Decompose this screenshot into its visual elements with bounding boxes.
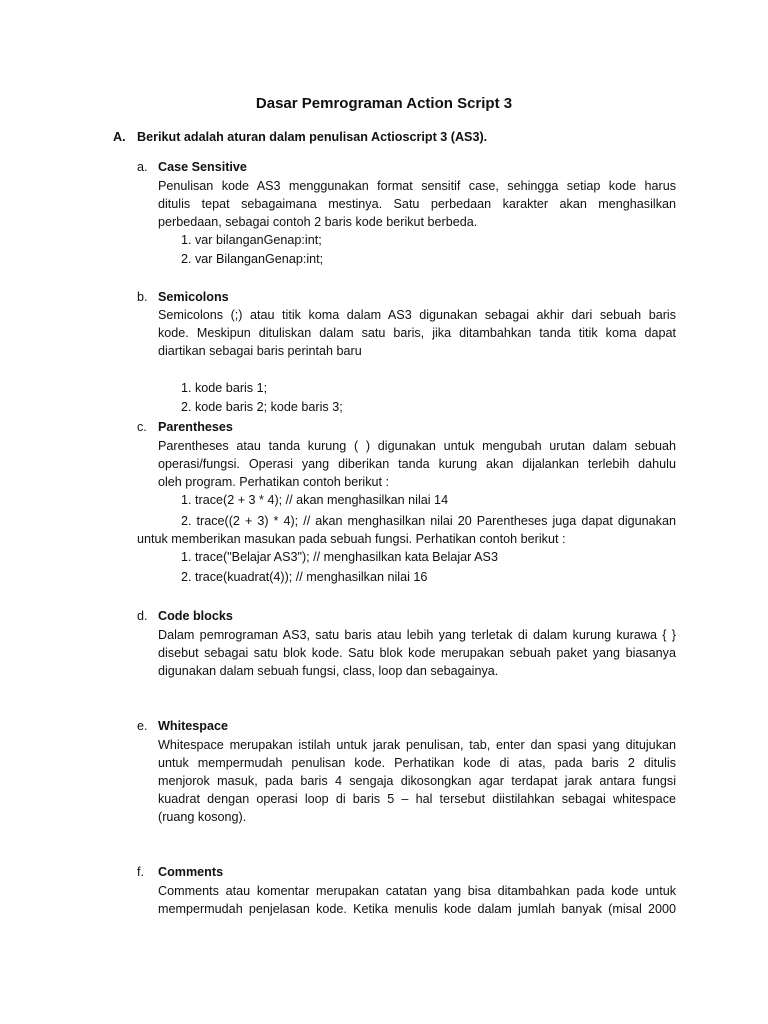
item-b-marker: b. <box>137 290 148 304</box>
item-c-paragraph-line: operasi/fungsi. Operasi yang diberikan tanda kurung akan dijalankan terlebih dahulu <box>158 457 676 471</box>
item-e-paragraph-line: menjorok masuk, pada baris 4 sengaja dikosongkan agar terdapat jarak antara fungsi <box>158 774 676 788</box>
item-d-paragraph-line: digunakan dalam sebuah fungsi, class, loop dan sebagainya. <box>158 664 499 678</box>
item-b-list-item: 2. kode baris 2; kode baris 3; <box>181 400 343 414</box>
document-title: Dasar Pemrograman Action Script 3 <box>255 95 513 112</box>
item-c-list-item: 2. trace((2 + 3) * 4); // akan menghasilkan nilai 20 Parentheses juga dapat digunakan <box>181 514 676 528</box>
section-a-marker: A. <box>113 130 126 144</box>
item-b-paragraph-line: diartikan sebagai baris perintah baru <box>158 344 362 358</box>
item-c-list-item: 1. trace("Belajar AS3"); // menghasilkan kata Belajar AS3 <box>181 550 498 564</box>
item-f-paragraph-line: Comments atau komentar merupakan catatan yang bisa ditambahkan pada kode untuk <box>158 884 676 898</box>
item-f-marker: f. <box>137 865 144 879</box>
item-c-paragraph-line: Parentheses atau tanda kurung ( ) digunakan untuk mengubah urutan dalam sebuah <box>158 439 676 453</box>
item-a-list-item: 2. var BilanganGenap:int; <box>181 252 324 266</box>
item-c-paragraph-line: untuk memberikan masukan pada sebuah fungsi. Perhatikan contoh berikut : <box>137 532 566 546</box>
item-d-heading: Code blocks <box>158 609 233 623</box>
item-a-paragraph-line: perbedaan, sebagai contoh 2 baris kode berikut berbeda. <box>158 215 478 229</box>
item-c-paragraph-line: oleh program. Perhatikan contoh berikut : <box>158 475 390 489</box>
item-b-heading: Semicolons <box>158 290 229 304</box>
item-b-paragraph-line: Semicolons (;) atau titik koma dalam AS3 digunakan sebagai akhir dari sebuah baris <box>158 308 676 322</box>
item-c-heading: Parentheses <box>158 420 233 434</box>
item-e-paragraph-line: untuk mempermudah penulisan kode. Perhatikan kode di atas, pada baris 2 ditulis <box>158 756 676 770</box>
item-f-heading: Comments <box>158 865 224 879</box>
item-c-list-item: 1. trace(2 + 3 * 4); // akan menghasilkan nilai 14 <box>181 493 449 507</box>
item-d-paragraph-line: disebut sebagai satu blok kode. Satu blok kode merupakan sebuah paket yang biasanya <box>158 646 676 660</box>
section-a-heading: Berikut adalah aturan dalam penulisan Actioscript 3 (AS3). <box>137 130 488 144</box>
item-a-heading: Case Sensitive <box>158 160 247 174</box>
item-d-paragraph-line: Dalam pemrograman AS3, satu baris atau lebih yang terletak di dalam kurung kurawa { } <box>158 628 676 642</box>
item-a-paragraph-line: ditulis tepat sebagaimana mestinya. Satu perbedaan karakter akan menghasilkan <box>158 197 676 211</box>
item-e-paragraph-line: Whitespace merupakan istilah untuk jarak penulisan, tab, enter dan spasi yang ditujukan <box>158 738 676 752</box>
item-a-list-item: 1. var bilanganGenap:int; <box>181 233 322 247</box>
item-a-paragraph-line: Penulisan kode AS3 menggunakan format sensitif case, sehingga setiap kode harus <box>158 179 676 193</box>
item-b-list-item: 1. kode baris 1; <box>181 381 268 395</box>
item-e-paragraph-line: kuadrat dengan operasi loop di baris 5 – hal tersebut diistilahkan sebagai whitespace <box>158 792 676 806</box>
item-a-marker: a. <box>137 160 148 174</box>
item-c-list-item: 2. trace(kuadrat(4)); // menghasilkan nilai 16 <box>181 570 428 584</box>
item-f-paragraph-line: mempermudah penjelasan kode. Ketika menulis kode dalam jumlah banyak (misal 2000 <box>158 902 676 916</box>
item-b-paragraph-line: kode. Meskipun dituliskan dalam satu baris, jika ditambahkan tanda titik koma dapat <box>158 326 676 340</box>
item-d-marker: d. <box>137 609 148 623</box>
item-c-marker: c. <box>137 420 147 434</box>
item-e-marker: e. <box>137 719 148 733</box>
item-e-heading: Whitespace <box>158 719 228 733</box>
item-e-paragraph-line: (ruang kosong). <box>158 810 247 824</box>
